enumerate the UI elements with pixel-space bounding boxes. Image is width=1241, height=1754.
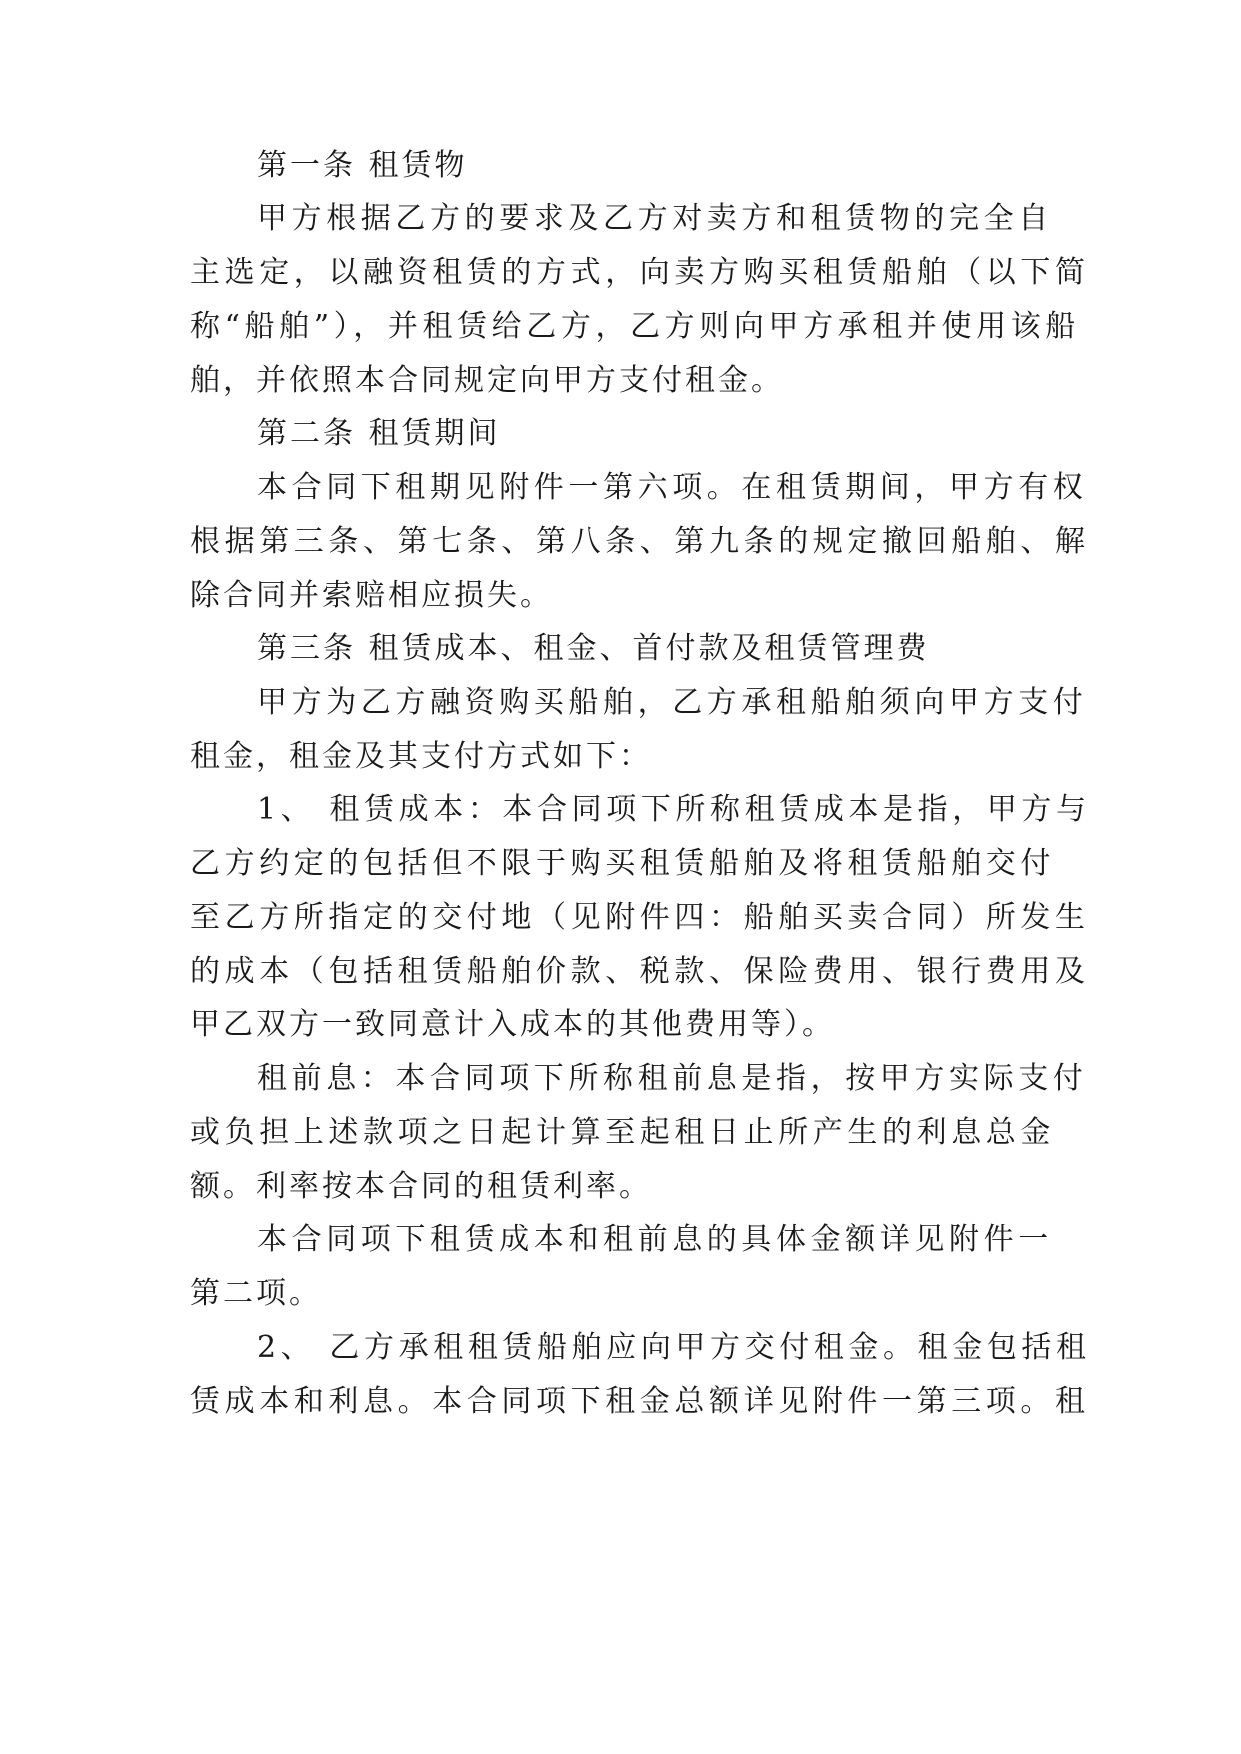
paragraph-line: 舶，并依照本合同规定向甲方支付租金。 xyxy=(190,363,784,398)
list-item-2-line: 2、 乙方承租租赁船舶应向甲方交付租金。租金包括租 xyxy=(257,1330,1091,1365)
article-1-heading: 第一条 租赁物 xyxy=(257,148,468,183)
paragraph-line: 乙方约定的包括但不限于购买租赁船舶及将租赁船舶交付 xyxy=(190,846,1055,881)
paragraph-line: 本合同下租期见附件一第六项。在租赁期间，甲方有权 xyxy=(257,470,1088,505)
paragraph-line: 主选定，以融资租赁的方式，向卖方购买租赁船舶（以下简 xyxy=(190,255,1090,290)
paragraph-line: 的成本（包括租赁船舶价款、税款、保险费用、银行费用及 xyxy=(190,954,1090,989)
paragraph-line: 甲乙双方一致同意计入成本的其他费用等）。 xyxy=(190,1007,835,1042)
paragraph-line: 本合同项下租赁成本和租前息的具体金额详见附件一 xyxy=(257,1222,1053,1257)
list-item-1-line: 1、 租赁成本：本合同项下所称租赁成本是指，甲方与 xyxy=(257,792,1091,827)
paragraph-line: 第二项。 xyxy=(190,1276,322,1311)
paragraph-line: 至乙方所指定的交付地（见附件四：船舶买卖合同）所发生 xyxy=(190,900,1090,935)
article-3-heading: 第三条 租赁成本、租金、首付款及租赁管理费 xyxy=(257,631,930,666)
paragraph-line: 根据第三条、第七条、第八条、第九条的规定撤回船舶、解 xyxy=(190,524,1090,559)
paragraph-line: 租金，租金及其支付方式如下： xyxy=(190,739,652,774)
paragraph-line: 或负担上述款项之日起计算至起租日止所产生的利息总金 xyxy=(190,1115,1055,1150)
paragraph-line: 赁成本和利息。本合同项下租金总额详见附件一第三项。租 xyxy=(190,1384,1090,1419)
article-2-heading: 第二条 租赁期间 xyxy=(257,416,501,451)
paragraph-line: 租前息：本合同项下所称租前息是指，按甲方实际支付 xyxy=(257,1061,1088,1096)
paragraph-line: 称“船舶”），并租赁给乙方，乙方则向甲方承租并使用该船 xyxy=(190,309,1080,344)
paragraph-line: 甲方根据乙方的要求及乙方对卖方和租赁物的完全自 xyxy=(257,201,1053,236)
paragraph-line: 额。利率按本合同的租赁利率。 xyxy=(190,1169,652,1204)
paragraph-line: 除合同并索赔相应损失。 xyxy=(190,578,553,613)
paragraph-line: 甲方为乙方融资购买船舶，乙方承租船舶须向甲方支付 xyxy=(257,685,1088,720)
